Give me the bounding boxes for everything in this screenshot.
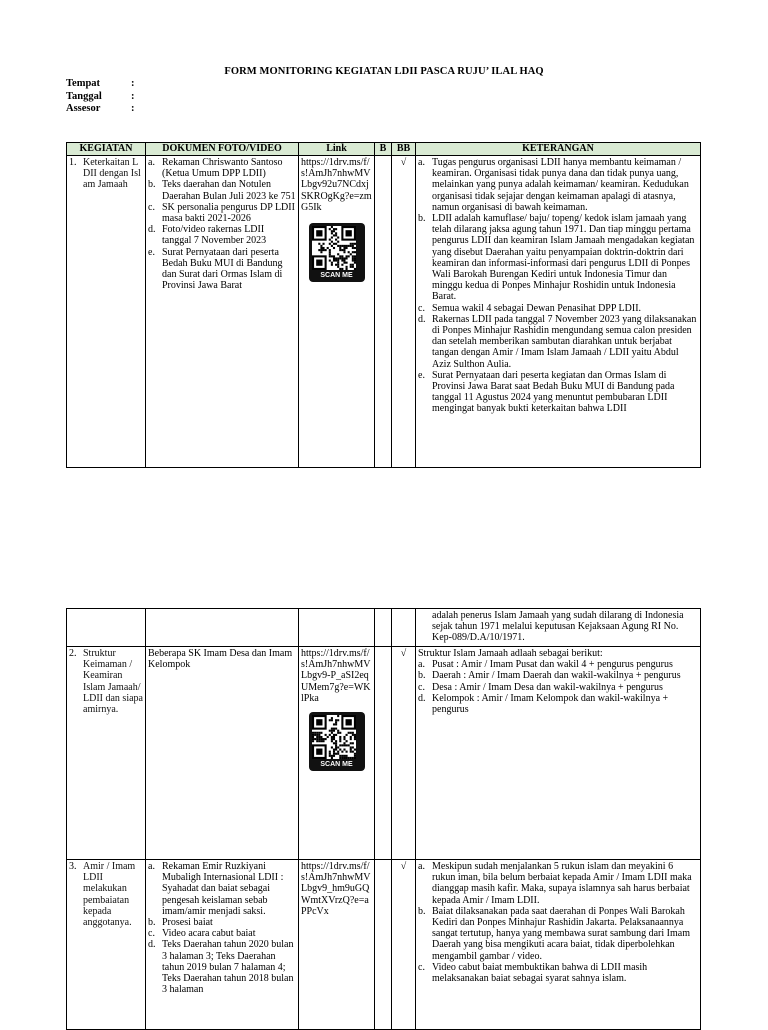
list-text: Surat Pernyataan dari peserta kegiatan dan Ormas Islam di Provinsi Jawa Barat saat Bedah Buku MUI di Bandung pada tanggal 11 Agustus 2024 yang menuntut pembubaran LDII mengingat banyak bukti keterkaitan bahwa LDII [432,369,675,415]
header-bb: BB [392,143,416,156]
link-cell [299,156,375,468]
bb-cell: √ [392,860,416,1030]
list-marker: b. [418,670,426,682]
list-text: SK personalia pengurus DP LDII masa bakti 2021-2026 [162,201,295,225]
form-title: FORM MONITORING KEGIATAN LDII PASCA RUJU’ ILAL HAQ [224,66,544,77]
list-text: Meskipun sudah menjalankan 5 rukun islam dan meyakini 6 rukun iman, bila belum berbaiat kepada Amir / Imam LDII maka dianggap masih kafir. Maka, supaya islamnya sah harus berbaiat kepada Amir / Imam LDII. [432,861,692,906]
kegiatan-text: Amir / Imam LDII melakukan pembaiatan kepada anggotanya. [83,861,136,929]
list-item [148,179,296,201]
scan-me-label: SCAN ME [320,272,353,280]
table-row [67,647,701,860]
keterangan-cell [416,860,701,1030]
meta-separator: : [131,90,135,102]
bb-cell [392,609,416,647]
meta-assesor [66,103,135,116]
list-text: Foto/video rakernas LDII tanggal 7 November 2023 [162,224,267,247]
list-marker: d. [418,692,426,704]
dokumen-cell [146,609,299,647]
link-cell [299,609,375,647]
meta-tanggal [66,91,135,104]
list-marker: a. [148,157,155,168]
list-item [148,861,296,917]
b-cell [375,609,392,647]
bb-cell: √ [392,156,416,468]
header-b: B [375,143,392,156]
b-cell [375,860,392,1030]
list-marker: b. [148,917,156,929]
list-item [418,314,698,370]
list-marker: d. [418,313,426,325]
list-marker: c. [418,681,425,693]
keterangan-cell [416,647,701,860]
dokumen-cell: Beberapa SK Imam Desa dan Imam Kelompok [146,647,299,860]
dokumen-cell [146,860,299,1030]
header-link: Link [299,143,375,156]
bb-cell: √ [392,647,416,860]
list-item [418,906,698,962]
meta-separator: : [131,103,135,114]
list-marker: c. [148,928,155,940]
list-text: Semua wakil 4 sebagai Dewan Penasihat DPP LDII. [432,302,642,314]
form-meta [66,78,135,116]
kegiatan-text: Keterkaitan LDII dengan Islam Jamaah [83,157,141,191]
qr-code[interactable] [309,712,365,771]
list-marker: a. [418,659,425,671]
kegiatan-cell [67,860,146,1030]
list-marker: a. [418,157,425,168]
list-text: Rekaman Chriswanto Santoso (Ketua Umum DPP LDII) [162,157,283,180]
meta-label: Assesor [66,103,101,114]
b-cell [375,156,392,468]
list-item [148,202,296,224]
list-text: Rakernas LDII pada tanggal 7 November 2023 yang dilaksanakan di Ponpes Minhajur Rashidin mengundang semua calon presiden dan setelah memberikan sambutan diarahkan untuk berjabat tangan dengan Amir / Imam Islam Jamaah / LDII yaitu Abdul Aziz Sulthon Aulia. [432,313,697,370]
list-marker: a. [148,861,155,872]
list-item [418,861,698,906]
list-text: LDII adalah kamuflase/ baju/ topeng/ kedok islam jamaah yang telah dilarang jaksa agung tahun 1971. Dan tiap minggu pertama pengurus LDII dan keamiran Islam Jamaah mengadakan kegiatan yang disebut Daerahan yaitu penyampaian doktrin-doktrin dari keamiran dan informasi-informasi dari pengurus LDII di Ponpes Wali Barokah Burengan Kediri untuk Indonesia Timur dan minggu kedua di Ponpes Minhajur Roshidin untuk Indonesia Barat. [432,213,695,303]
link-cell [299,647,375,860]
meta-label: Tempat [66,78,101,89]
keterangan-cell [416,609,701,647]
list-marker: c. [418,302,425,314]
list-text: Pusat : Amir / Imam Pusat dan wakil 4 + pengurus pengurus [432,659,673,671]
list-item [148,939,296,995]
header-keterangan: KETERANGAN [416,143,701,156]
list-text: Baiat dilaksanakan pada saat daerahan di Ponpes Wali Barokah Kediri dan Ponpes Minhajur Rashidin Jakarta. Pelaksanaannya sangat tertutup, hanya yang membawa surat sambung dari Imam Daerah yang bisa mengikuti acara baiat, tidak diperbolehkan mengambil gambar / video. [432,905,690,962]
list-item [418,670,698,681]
list-marker: d. [148,224,156,236]
list-text: Kelompok : Amir / Imam Kelompok dan wakil-wakilnya + pengurus [432,692,669,716]
meta-separator: : [131,78,135,89]
monitoring-table-page-1 [66,142,701,468]
list-item [418,659,698,670]
header-dokumen: DOKUMEN FOTO/VIDEO [146,143,299,156]
dokumen-cell [146,156,299,468]
keterangan-intro: Struktur Islam Jamaah adlaah sebagai berikut: [418,648,603,659]
header-kegiatan: KEGIATAN [67,143,146,156]
keterangan-cell [416,156,701,468]
list-item [148,917,296,928]
qr-pattern-icon [312,226,356,270]
onedrive-link[interactable]: https://1drv.ms/f/s!AmJh7nhwMVLbgv92u7NCdxjSKROgKg?e=zmG5Ik [301,157,372,213]
list-item [148,224,296,246]
kegiatan-cell [67,647,146,860]
table-row [67,609,701,647]
list-text: Daerah : Amir / Imam Daerah dan wakil-wakilnya + pengurus [432,670,681,682]
kegiatan-text: Struktur Keimaman / Keamiran Islam Jamaah/ LDII dan siapa amirnya. [83,648,143,716]
list-marker: b. [148,179,156,191]
list-text: Tugas pengurus organisasi LDII hanya membantu keimaman / keamiran. Organisasi tidak punya dana dan tidak punya uang, melainkan yang punya adalah keimaman/ keamiran. Kedudukan organisasi tidak sejajar dengan keimaman apalagi di atasnya, namun organisasi di bawah keimaman. [432,157,689,213]
list-marker: e. [148,246,155,258]
row-number: 1. [69,157,77,168]
qr-pattern-icon [312,715,356,759]
scan-me-label: SCAN ME [320,761,353,769]
kegiatan-cell [67,609,146,647]
meta-label: Tanggal [66,90,102,102]
row-number: 3. [69,861,77,872]
list-item [418,682,698,693]
list-item [418,693,698,715]
list-text: Video acara cabut baiat [162,928,256,940]
list-item [418,157,698,213]
link-cell [299,860,375,1030]
monitoring-table-page-2 [66,608,701,1030]
qr-code[interactable] [309,223,365,282]
table-header-row [67,143,701,156]
list-item [418,303,698,314]
list-item [148,928,296,939]
list-text: Teks daerahan dan Notulen Daerahan Bulan Juli 2023 ke 751 [162,179,296,202]
onedrive-link[interactable]: https://1drv.ms/f/s!AmJh7nhwMVLbgv9_hm9uGQWmtXVrzQ?e=aPPcVx [301,861,371,917]
list-item [418,962,698,984]
row-number: 2. [69,648,77,659]
keterangan-continuation: adalah penerus Islam Jamaah yang sudah dilarang di Indonesia sejak tahun 1971 melalui keputusan Kejaksaan Agung RI No. Kep-089/D.A/10/1971. [432,610,684,644]
list-text: Surat Pernyataan dari peserta Bedah Buku MUI di Bandung dan Surat dari Ormas Islam di Provinsi Jawa Barat [162,246,283,292]
list-item [418,213,698,303]
table-row [67,860,701,1030]
list-marker: b. [418,905,426,917]
onedrive-link[interactable]: https://1drv.ms/f/s!AmJh7nhwMVLbgv9-P_aSI2eqUMem7g?e=WKlPka [301,648,371,704]
list-marker: a. [418,861,425,872]
list-marker: d. [148,939,156,951]
list-marker: e. [418,369,425,381]
meta-tempat [66,78,135,91]
list-text: Rekaman Emir Ruzkiyani Mubaligh Internasional LDII : Syahadat dan baiat sebagai pengesah keislaman sebab imam/amir menjadi saksi. [162,861,284,917]
list-text: Video cabut baiat membuktikan bahwa di LDII masih melaksanakan baiat sebagai syarat sahnya islam. [432,961,648,985]
list-marker: c. [148,201,155,213]
list-text: Desa : Amir / Imam Desa dan wakil-wakilnya + pengurus [432,681,663,693]
list-marker: c. [418,961,425,973]
list-item [148,247,296,292]
list-marker: b. [418,213,426,225]
kegiatan-cell [67,156,146,468]
table-row [67,156,701,468]
list-text: Prosesi baiat [162,917,213,929]
list-text: Teks Daerahan tahun 2020 bulan 3 halaman 3; Teks Daerahan tahun 2019 bulan 7 halaman 4; Teks Daerahan tahun 2018 bulan 3 halaman [162,939,294,996]
list-item [148,157,296,179]
list-item [418,370,698,415]
b-cell [375,647,392,860]
